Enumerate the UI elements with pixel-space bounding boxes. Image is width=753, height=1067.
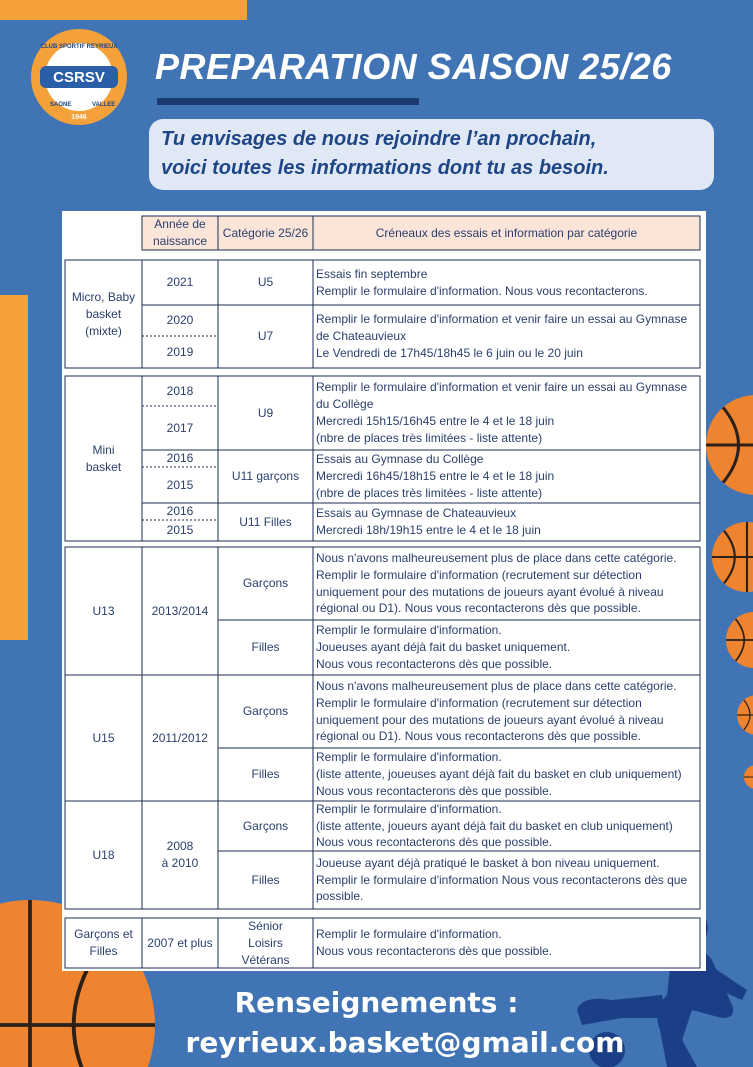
category-line: Sénior (248, 918, 283, 933)
info-line: Remplir le formulaire d'information (recrutement sur détection (316, 695, 642, 710)
info-line: (nbre de places très limitées - liste attente) (316, 485, 543, 500)
info-line: (liste attente, joueuses ayant déjà fait du basket en club uniquement) (316, 767, 682, 782)
info-text-u13f (316, 622, 570, 672)
info-line: Remplir le formulaire d'information. (316, 927, 502, 942)
info-line: Mercredi 15h15/16h45 entre le 4 et le 18 juin (316, 414, 555, 428)
info-line: Mercredi 18h/19h15 entre le 4 et le 18 juin (316, 523, 541, 537)
year-cell: 2015 (166, 477, 194, 492)
info-line: régional ou D1). Nous vous recontacterons dès que possible. (316, 729, 641, 744)
basketball-icon (737, 695, 753, 735)
category-cell: Filles (251, 872, 280, 887)
logo-year: 1946 (71, 114, 87, 121)
year-cell: 2016 (166, 504, 194, 518)
group-label-micro: Micro, Baby basket (mixte) (71, 289, 136, 338)
logo-left-text: SAONE (50, 102, 72, 108)
info-cell-u13f (316, 620, 700, 675)
category-cell: U5 (257, 275, 274, 289)
info-cell-u11f (316, 503, 700, 541)
year-cell: 2019 (166, 344, 194, 359)
year-cell: 2016 (166, 451, 194, 465)
year-cell: 2013/2014 (151, 603, 209, 618)
basketball-icon (712, 522, 753, 592)
info-line: Remplir le formulaire d'information et venir faire un essai au Gymnase (316, 312, 688, 327)
info-line: Nous vous recontacterons dès que possible. (316, 944, 553, 958)
info-line: régional ou D1). Nous vous recontacterons dès que possible. (316, 601, 641, 616)
info-line: du Collège (316, 397, 374, 412)
title-underline (157, 98, 419, 105)
info-line: Joueuses ayant déjà fait du basket uniquement. (316, 640, 571, 655)
contact-email[interactable]: reyrieux.basket@gmail.com (185, 1026, 625, 1059)
info-line: Remplir le formulaire d'information Nous vous recontacterons dès que (316, 872, 688, 887)
category-cell: Filles (251, 767, 280, 781)
info-text-u13g (316, 550, 677, 617)
group-label-u15: U15 (92, 730, 115, 745)
year-cell: 2021 (166, 275, 194, 289)
info-line: Essais au Gymnase de Chateauvieux (316, 506, 517, 521)
orange-accent-bar-top (0, 0, 247, 20)
info-cell-senior (316, 918, 700, 968)
category-cell: Garçons (242, 704, 289, 718)
info-text-u7 (316, 311, 687, 361)
info-line: uniquement pour des mutations de joueurs ayant évolué à niveau (316, 712, 664, 727)
logo-letters: CSRSV (53, 69, 105, 86)
club-logo (30, 28, 128, 126)
year-line: 2008 (166, 839, 194, 853)
info-cell-u15g (316, 675, 700, 748)
info-line: Remplir le formulaire d'information. Nous vous recontacterons. (316, 283, 648, 298)
info-text-u11g (316, 451, 554, 501)
info-line: Nous vous recontacterons dès que possible. (316, 656, 553, 671)
info-line: Nous vous recontacterons dès que possible. (316, 835, 553, 850)
basketball-icon (726, 612, 753, 668)
info-cell-u7 (316, 305, 700, 368)
category-cell-senior (218, 918, 313, 968)
category-cell: U7 (257, 329, 274, 343)
info-line: Remplir le formulaire d'information. (316, 801, 502, 816)
info-cell-u5 (316, 260, 700, 305)
info-text-u18f (316, 855, 687, 905)
info-line: (liste attente, joueurs ayant déjà fait du basket en club uniquement) (316, 818, 673, 833)
header-category: Catégorie 25/26 (222, 225, 309, 240)
category-cell: Filles (251, 640, 280, 654)
category-cell: Garçons (242, 576, 289, 590)
subtitle-box (149, 119, 714, 190)
subtitle-line-1: Tu envisages de nous rejoindre l’an prochain, (161, 128, 597, 150)
logo-right-text: VALLEE (92, 102, 116, 108)
year-cell-u18 (142, 801, 218, 909)
info-line: Remplir le formulaire d'information (recrutement sur détection (316, 567, 642, 582)
info-line: Nous n'avons malheureusement plus de place dans cette catégorie. (316, 550, 677, 565)
info-line: Nous n'avons malheureusement plus de place dans cette catégorie. (316, 678, 677, 693)
label-line: Garçons et (74, 927, 133, 941)
info-line: (nbre de places très limitées - liste attente) (316, 430, 543, 445)
info-line: uniquement pour des mutations de joueurs ayant évolué à niveau (316, 584, 664, 599)
logo-top-text: CLUB SPORTIF REYRIEUX (40, 44, 118, 50)
info-cell-u13g (316, 547, 700, 620)
info-line: Essais fin septembre (316, 266, 428, 281)
info-text-u15g (316, 678, 677, 745)
info-cell-u11g (316, 450, 700, 503)
info-cell-u15f (316, 748, 700, 801)
year-line: à 2010 (161, 856, 199, 870)
header-info: Créneaux des essais et information par catégorie (375, 225, 638, 240)
category-cell: Garçons (242, 818, 289, 833)
info-line: Nous vous recontacterons dès que possible. (316, 783, 553, 798)
info-line: de Chateauvieux (316, 329, 407, 344)
year-cell: 2017 (166, 420, 194, 435)
year-cell: 2018 (166, 383, 194, 398)
page-title: PREPARATION SAISON 25/26 (155, 46, 672, 87)
info-cell-u18f (316, 851, 700, 909)
info-line: possible. (316, 889, 364, 904)
info-text-u15f (316, 749, 682, 799)
info-cell-u18g (316, 801, 700, 851)
info-line: Mercredi 16h45/18h15 entre le 4 et le 18 juin (316, 469, 555, 484)
info-line: Remplir le formulaire d'information et venir faire un essai au Gymnase (316, 380, 688, 395)
info-line: Joueuse ayant déjà pratiqué le basket à bon niveau uniquement. (316, 855, 660, 870)
info-cell-u9 (316, 376, 700, 450)
info-line: Le Vendredi de 17h45/18h45 le 6 juin ou le 20 juin (316, 345, 583, 360)
info-text-u5 (316, 266, 648, 300)
year-cell: 2007 et plus (147, 935, 213, 950)
info-text-u9 (316, 379, 687, 446)
orange-accent-bar-left (0, 295, 28, 640)
info-text-senior (316, 926, 552, 960)
group-label-u13: U13 (92, 603, 115, 618)
category-line: Vétérans (241, 952, 290, 967)
year-cell: 2015 (166, 523, 194, 537)
year-cell: 2011/2012 (152, 730, 208, 745)
info-text-u18g (316, 801, 673, 851)
info-line: Remplir le formulaire d'information. (316, 623, 502, 638)
header-year: Année de naissance (152, 217, 208, 248)
info-line: Essais au Gymnase du Collège (316, 452, 484, 467)
year-cell: 2020 (166, 313, 194, 327)
basketball-icon (706, 395, 753, 495)
info-table (62, 211, 706, 971)
group-label-mini: Mini basket (85, 442, 122, 474)
group-label-u18: U18 (92, 847, 115, 862)
subtitle-line-2: voici toutes les informations dont tu as besoin. (161, 157, 609, 179)
group-label-senior (65, 918, 142, 968)
category-cell: U11 garçons (231, 469, 300, 483)
info-line: Remplir le formulaire d'information. (316, 750, 502, 765)
category-cell: U9 (257, 405, 274, 420)
info-text-u11f (316, 505, 541, 539)
category-line: Loisirs (248, 935, 283, 950)
label-line: Filles (89, 944, 118, 958)
contact-label: Renseignements : (234, 986, 519, 1019)
basketball-icon (744, 765, 753, 789)
category-cell: U11 Filles (239, 514, 292, 529)
